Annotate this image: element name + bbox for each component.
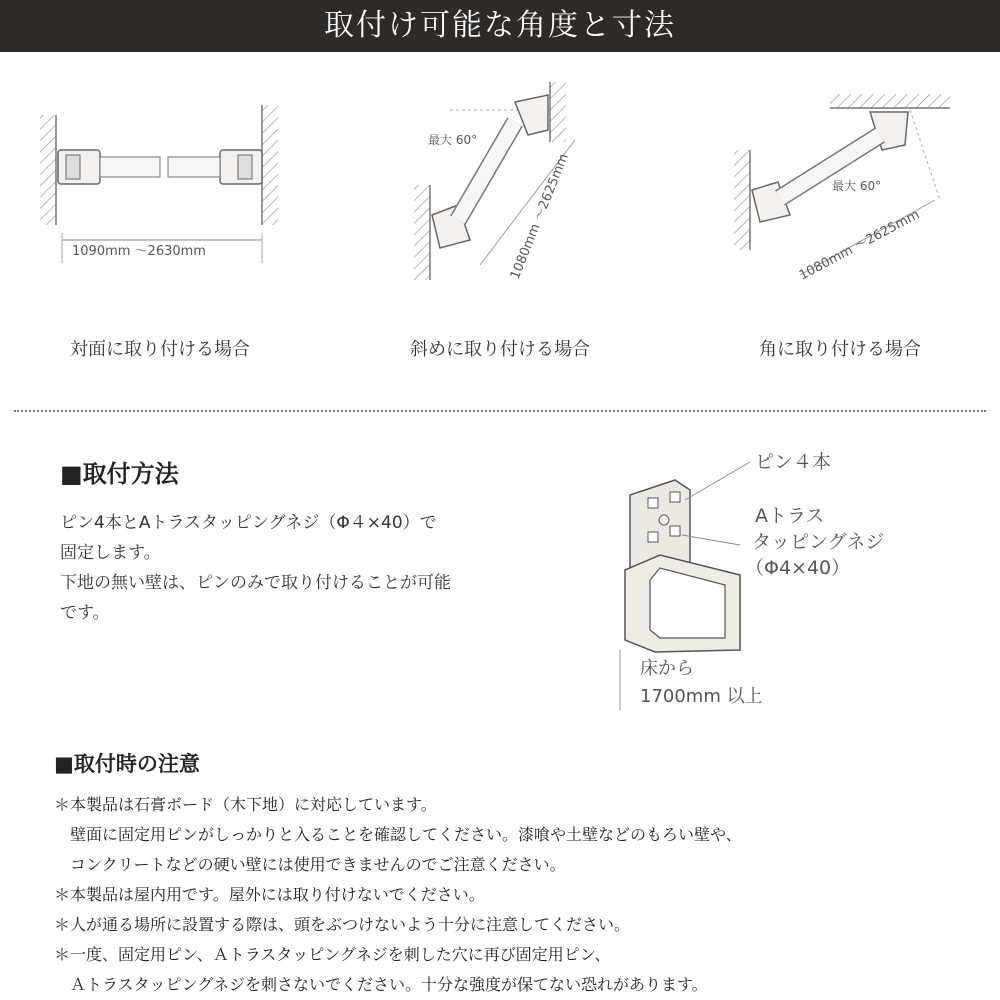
note-line: コンクリートなどの硬い壁には使用できませんのでご注意ください。	[54, 855, 566, 874]
note-line: ＊本製品は屋内用です。屋外には取り付けないでください。	[54, 885, 485, 904]
notes-list	[54, 790, 984, 1000]
page-title-banner	[0, 0, 1000, 52]
height-label-line2: 1700mm 以上	[640, 686, 763, 707]
method-title: ■取付方法	[60, 460, 179, 488]
corner-dimension-label: 1080mm ～2625mm	[796, 207, 923, 284]
section-divider	[14, 410, 986, 412]
screw-label-line3: （Φ4×40）	[745, 557, 851, 579]
note-line: ＊本製品は石膏ボード（木下地）に対応しています。	[54, 795, 437, 814]
bracket-diagram	[600, 440, 920, 720]
corner-angle-label: 最大 60°	[832, 179, 882, 193]
face-dimension-label: 1090mm ～2630mm	[72, 244, 206, 259]
screw-label-line2: タッピングネジ	[752, 531, 885, 553]
note-line: ＊一度、固定用ピン、Ａトラスタッピングネジを刺した穴に再び固定用ピン、	[54, 945, 611, 964]
diagonal-mount-diagram	[410, 80, 630, 300]
height-label-line1: 床から	[640, 658, 694, 679]
note-line: ＊人が通る場所に設置する際は、頭をぶつけないよう十分に注意してください。	[54, 915, 631, 934]
method-line: ピン4本とAトラスタッピングネジ（Φ４×40）で	[60, 513, 437, 533]
screw-label-line1: Aトラス	[755, 505, 825, 527]
pins-label: ピン４本	[755, 451, 832, 473]
face-mount-diagram	[40, 95, 280, 275]
method-description	[60, 508, 540, 628]
method-line: 固定します。	[60, 543, 161, 563]
note-line: Ａトラスタッピングネジを刺さないでください。十分な強度が保てない恐れがあります。	[54, 975, 708, 994]
method-line: です。	[60, 603, 110, 623]
corner-mount-diagram	[730, 90, 970, 290]
diagonal-dimension-label: 1080mm ～2625mm	[507, 151, 572, 282]
face-mount-caption: 対面に取り付ける場合	[70, 339, 250, 360]
page-title: 取付け可能な角度と寸法	[324, 8, 676, 43]
diagonal-angle-label: 最大 60°	[428, 133, 478, 147]
note-line: 壁面に固定用ピンがしっかりと入ることを確認してください。漆喰や土壁などのもろい壁や、	[54, 825, 742, 844]
method-line: 下地の無い壁は、ピンのみで取り付けることが可能	[60, 573, 451, 593]
corner-mount-caption: 角に取り付ける場合	[759, 339, 921, 360]
diagonal-mount-caption: 斜めに取り付ける場合	[410, 339, 590, 360]
notes-title: ■取付時の注意	[54, 752, 200, 776]
